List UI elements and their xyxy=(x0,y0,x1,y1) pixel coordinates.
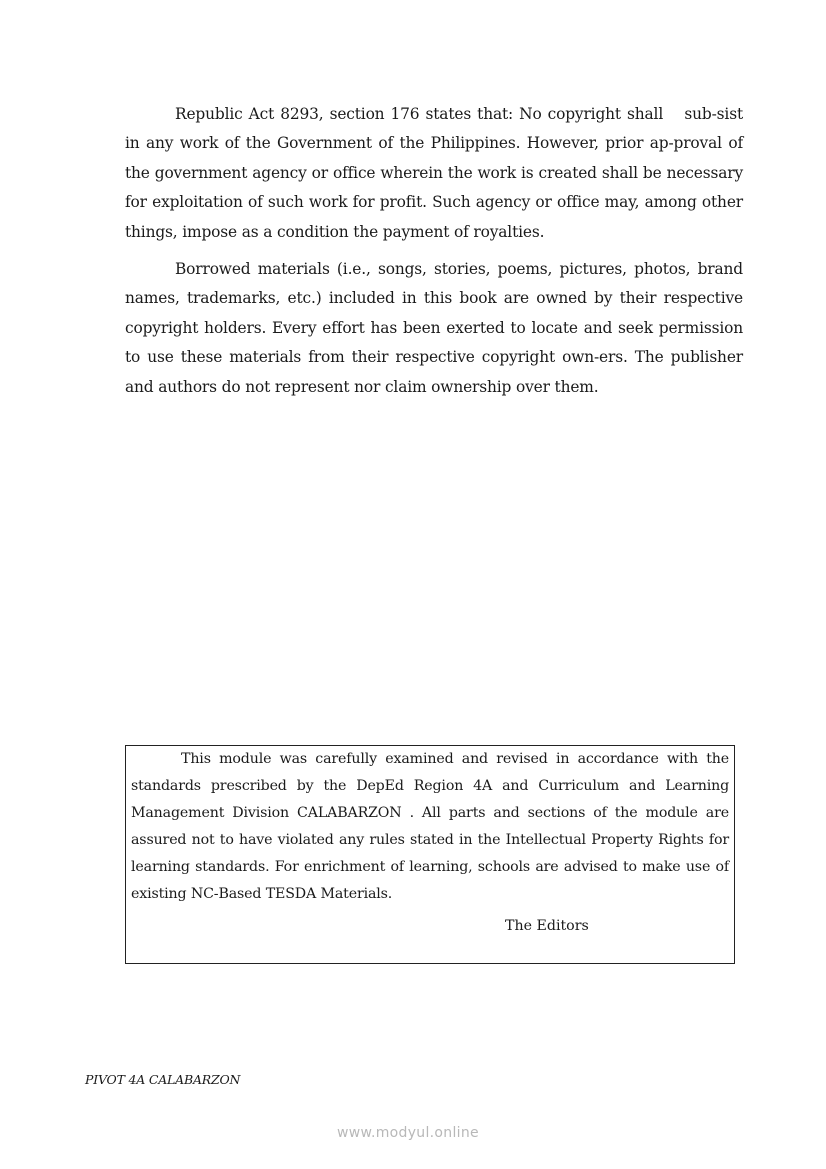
copyright-paragraph-borrowed-materials: Borrowed materials (i.e., songs, stories, poems, pictures, photos, brand names, trademarks, etc.) included in this book are owned by their respective copyright holders. Every effort has been exerted to locate and seek permission to use these materials from their respective copyright own-ers. The publisher and authors do not represent nor claim ownership over them. xyxy=(125,260,743,396)
review-notice-text: This module was carefully examined and revised in accordance with the standards prescribed by the DepEd Region 4A and Curriculum and Learning Management Division CALABARZON . All parts and sections of the module are assured not to have violated any rules stated in the Intellectual Property Rights for learning standards. For enrichment of learning, schools are advised to make use of existing NC-Based TESDA Materials. xyxy=(131,751,729,902)
footer-label: PIVOT 4A CALABARZON xyxy=(85,1072,241,1087)
review-notice-box xyxy=(125,745,735,964)
watermark: www.modyul.online xyxy=(337,1125,479,1141)
copyright-paragraph-ra8293: Republic Act 8293, section 176 states that: No copyright shall sub-sist in any work of the Government of the Philippines. However, prior ap-proval of the government agency or office wherein the work is created shall be necessary for exploitation of such work for profit. Such agency or office may, among other things, impose as a condition the payment of royalties. xyxy=(125,105,743,241)
review-notice-signature: The Editors xyxy=(505,918,589,934)
